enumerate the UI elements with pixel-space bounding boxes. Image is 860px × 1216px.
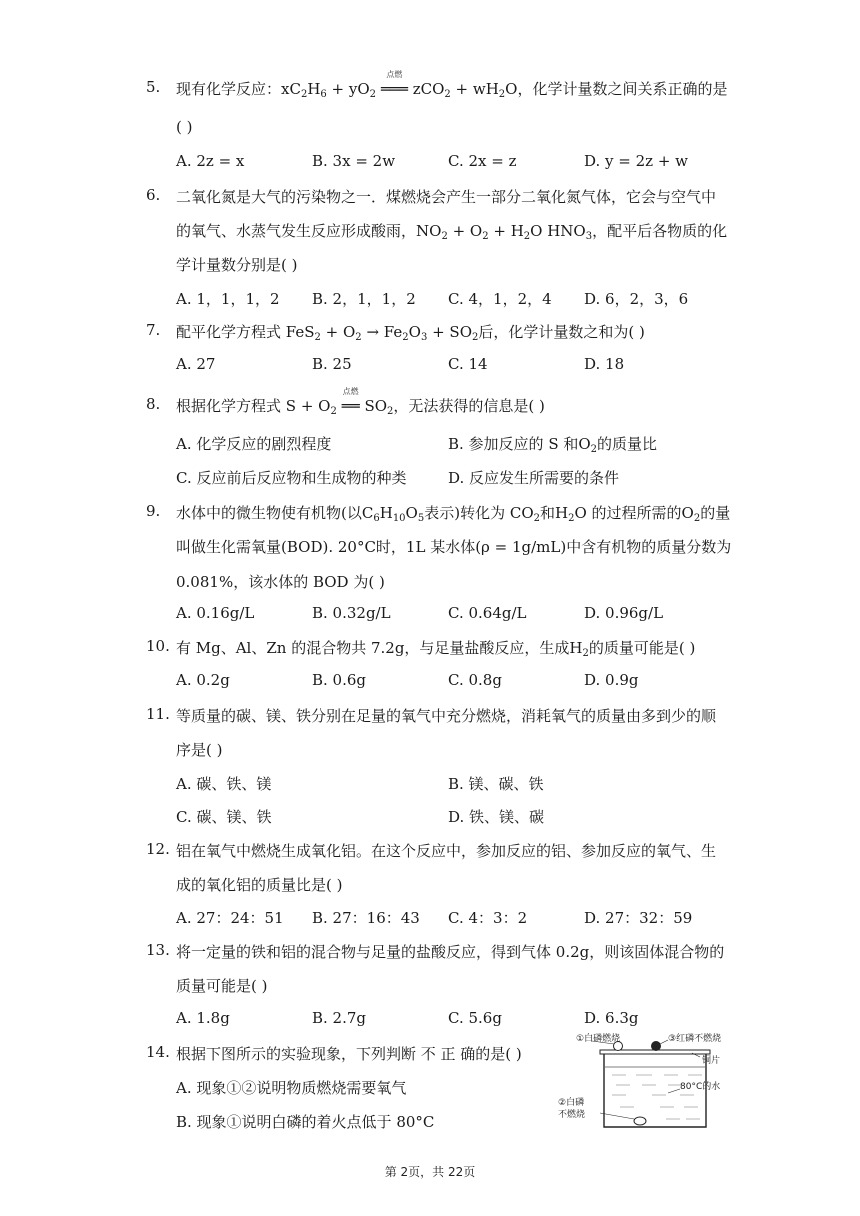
question-number: 9.: [146, 502, 161, 520]
reaction-arrow: 点燃 ══: [341, 387, 360, 415]
question-stem-line: 的氧气、水蒸气发生反应形成酸雨，$NO_2 + O_2 + H_2O$ $HNO_3$，配平后各物质的化: [176, 222, 728, 242]
option-d[interactable]: D. y = 2z + w: [584, 152, 688, 170]
question-stem: 根据化学方程式 $S + O_2$ 点燃 ══ $SO_2$，无法获得的信息是( ): [176, 387, 545, 417]
question-stem-line: 0.081%，该水体的 BOD 为( ): [176, 573, 385, 591]
option-d[interactable]: D. 6.3g: [584, 1009, 639, 1027]
label-water: 80°C的水: [680, 1082, 721, 1092]
question-number: 8.: [146, 395, 161, 413]
option-a[interactable]: A. 碳、铁、镁: [176, 775, 272, 793]
option-d[interactable]: D. 27：32：59: [584, 909, 693, 927]
option-b[interactable]: B. 2.7g: [312, 1009, 367, 1027]
question-stem-line: 铝在氧气中燃烧生成氧化铝。在这个反应中，参加反应的铝、参加反应的氧气、生: [176, 842, 717, 860]
white-phosphorus-underwater: [634, 1117, 646, 1125]
label-white-phosphorus-burns: ①白磷燃烧: [576, 1034, 621, 1044]
option-a[interactable]: A. 0.2g: [176, 671, 230, 689]
option-c[interactable]: C. 反应前后反应物和生成物的种类: [176, 469, 407, 487]
question-number: 10.: [146, 637, 170, 655]
option-c[interactable]: C. 0.64g/L: [448, 604, 527, 622]
question-number: 14.: [146, 1043, 170, 1061]
option-c[interactable]: C. 0.8g: [448, 671, 502, 689]
option-b[interactable]: B. 镁、碳、铁: [448, 775, 544, 793]
option-b[interactable]: B. 27：16：43: [312, 909, 420, 927]
option-d[interactable]: D. 18: [584, 355, 625, 373]
question-number: 13.: [146, 941, 170, 959]
question-number: 5.: [146, 78, 161, 96]
option-c[interactable]: C. 4：3：2: [448, 909, 528, 927]
option-c[interactable]: C. 5.6g: [448, 1009, 502, 1027]
page-footer: 第 2页，共 22页: [384, 1165, 476, 1179]
option-c[interactable]: C. 4，1，2，4: [448, 290, 552, 308]
label-white-phosphorus-water: ②白磷: [558, 1098, 585, 1108]
question-number: 11.: [146, 705, 170, 723]
option-a[interactable]: A. 1，1，1，2: [176, 290, 280, 308]
option-c[interactable]: C. 14: [448, 355, 488, 373]
question-stem: 现有化学反应：$xC_2H_6 + yO_2$ 点燃 ═══ $zCO_2 + wH_2O$，化学计量数之间关系正确的是: [176, 70, 728, 100]
question-number: 7.: [146, 321, 161, 339]
option-c[interactable]: C. 2x = z: [448, 152, 517, 170]
option-d[interactable]: D. 0.96g/L: [584, 604, 664, 622]
option-d[interactable]: D. 0.9g: [584, 671, 639, 689]
option-b[interactable]: B. 0.6g: [312, 671, 367, 689]
question-stem-line: 成的氧化铝的质量比是( ): [176, 876, 343, 894]
question-number: 6.: [146, 186, 161, 204]
option-a[interactable]: A. 0.16g/L: [176, 604, 255, 622]
option-b[interactable]: B. 2，1，1，2: [312, 290, 416, 308]
question-stem: 有 Mg、Al、Zn 的混合物共 7.2g，与足量盐酸反应，生成$H_2$的质量可能是( ): [176, 639, 696, 659]
option-c[interactable]: C. 碳、镁、铁: [176, 808, 272, 826]
option-a[interactable]: A. 27：24：51: [176, 909, 284, 927]
question-stem-line: 序是( ): [176, 741, 223, 759]
question-stem-line: 二氧化氮是大气的污染物之一．煤燃烧会产生一部分二氧化氮气体，它会与空气中: [176, 188, 717, 206]
option-b[interactable]: B. 0.32g/L: [312, 604, 391, 622]
question-stem-line: 等质量的碳、镁、铁分别在足量的氧气中充分燃烧，消耗氧气的质量由多到少的顺: [176, 707, 717, 725]
option-b[interactable]: B. 现象①说明白磷的着火点低于 80°C: [176, 1113, 435, 1131]
label-copper: 铜片: [702, 1056, 721, 1066]
question-stem: 根据下图所示的实验现象，下列判断 不 正 确的是( ): [176, 1045, 522, 1063]
label-red-phosphorus: ③红磷不燃烧: [668, 1034, 722, 1044]
option-a[interactable]: A. 现象①②说明物质燃烧需要氧气: [176, 1079, 407, 1097]
option-a[interactable]: A. 化学反应的剧烈程度: [176, 435, 332, 453]
label-not-burning: 不燃烧: [558, 1110, 586, 1120]
red-phosphorus: [652, 1042, 661, 1051]
question-stem-line: 叫做生化需氧量(BOD). 20°C时，1L 某水体(ρ = 1g/mL)中含有机物的质量分数为: [176, 538, 732, 556]
option-b[interactable]: B. 3x = 2w: [312, 152, 396, 170]
option-d[interactable]: D. 铁、镁、碳: [448, 808, 545, 826]
question-stem-line: 水体中的微生物使有机物(以$C_6H_{10}O_5$表示)转化为 $CO_2$和$H_2O$ 的过程所需的$O_2$的量: [176, 504, 731, 524]
option-d[interactable]: D. 反应发生所需要的条件: [448, 469, 620, 487]
experiment-figure: [556, 1033, 746, 1133]
question-stem-line: 将一定量的铁和铝的混合物与足量的盐酸反应，得到气体 0.2g，则该固体混合物的: [176, 943, 725, 961]
answer-bracket: ( ): [176, 118, 193, 136]
option-b[interactable]: B. 参加反应的 S 和$O_2$的质量比: [448, 435, 658, 455]
reaction-arrow: 点燃 ═══: [380, 70, 408, 98]
question-stem: 配平化学方程式 $FeS_2 + O_2 \to Fe_2O_3 + SO_2$后，化学计量数之和为( ): [176, 323, 645, 343]
option-a[interactable]: A. 2z = x: [176, 152, 245, 170]
question-number: 12.: [146, 840, 170, 858]
option-a[interactable]: A. 27: [176, 355, 216, 373]
option-b[interactable]: B. 25: [312, 355, 352, 373]
option-a[interactable]: A. 1.8g: [176, 1009, 230, 1027]
question-stem-line: 质量可能是( ): [176, 977, 268, 995]
question-stem-line: 学计量数分别是( ): [176, 256, 298, 274]
option-d[interactable]: D. 6，2，3，6: [584, 290, 689, 308]
